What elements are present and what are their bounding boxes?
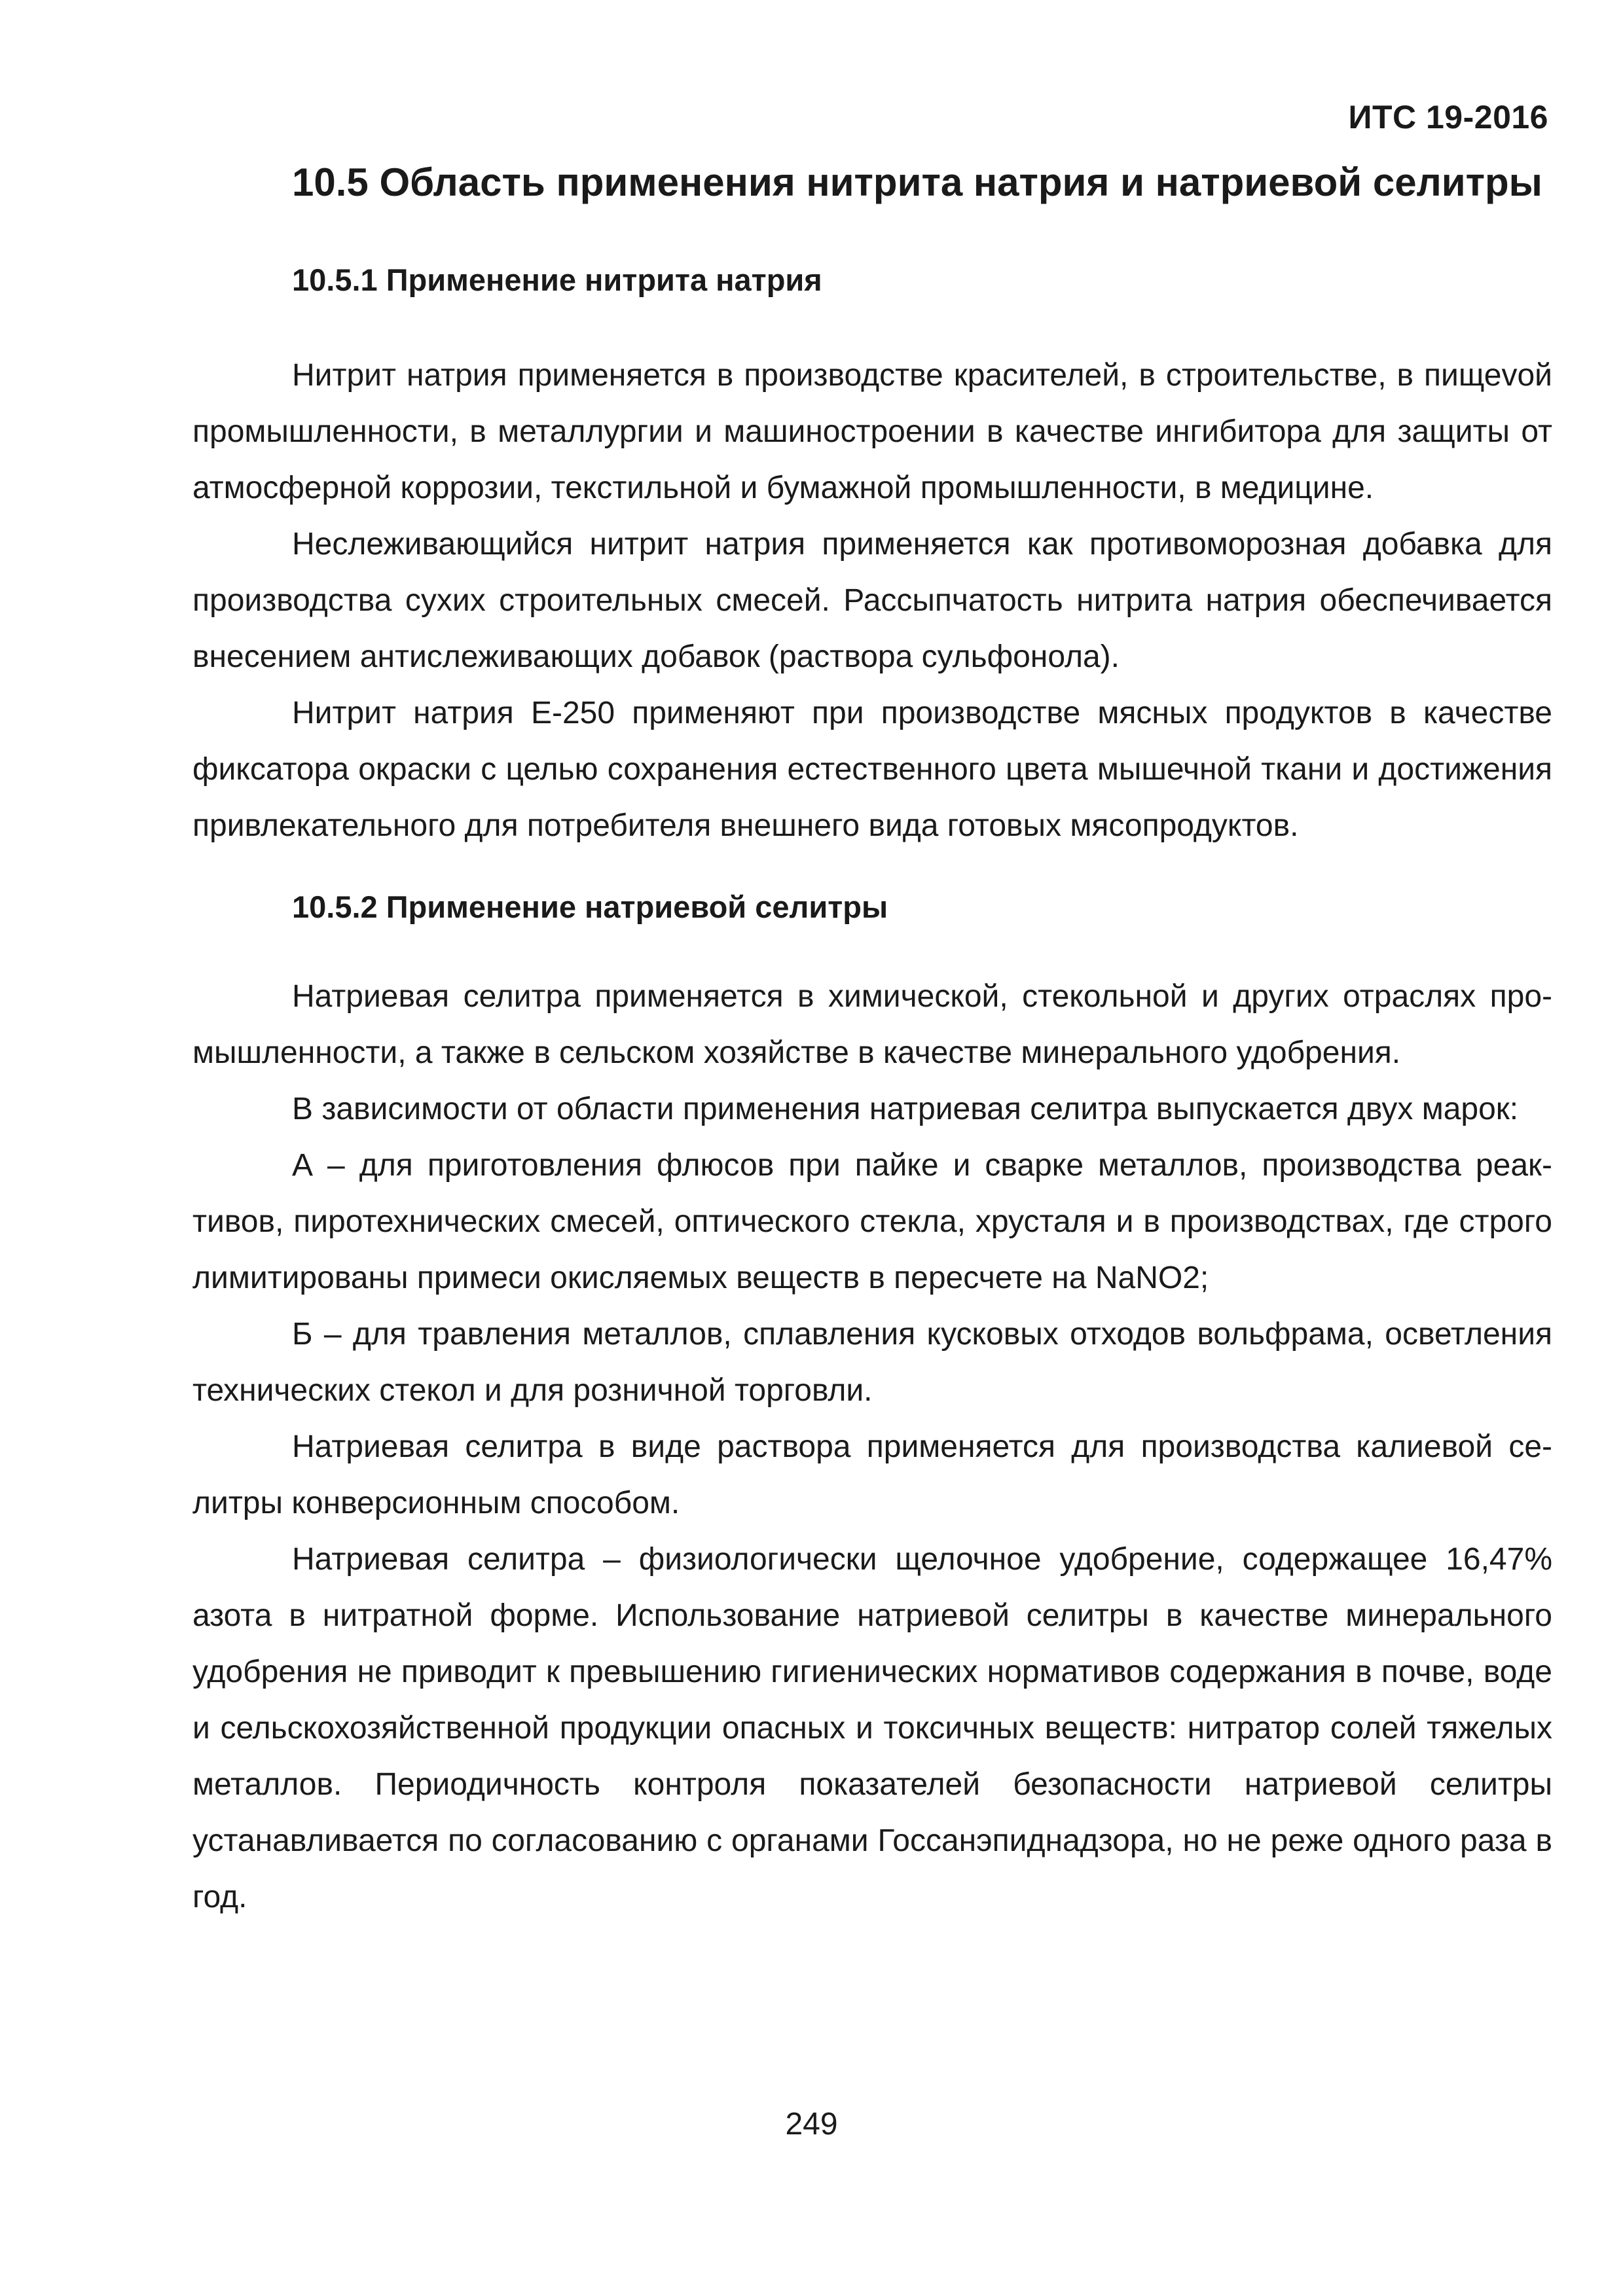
- paragraph: Б – для травления металлов, сплавления кусковых отходов вольфрама, осветления технических стекол и для розничной торговли.: [192, 1317, 1552, 1408]
- subsection-heading-sodium-nitrate: 10.5.2 Применение натриевой селитры: [292, 889, 888, 924]
- subsection-heading-sodium-nitrite: 10.5.1 Применение нитрита натрия: [292, 262, 822, 297]
- paragraph: Неслеживающийся нитрит натрия применяется как противоморозная добавка для производства сухих строительных смесей. Рассыпчатость нитрита натрия обеспечивается внесением антислеживающих добавок (раствора сульфонола).: [192, 527, 1552, 674]
- page-number: 249: [785, 2107, 838, 2142]
- paragraph: Натриевая селитра применяется в химической, стекольной и других отраслях промышленности, а также в сельском хозяйстве в качестве минерального удобрения.: [192, 979, 1552, 1070]
- section-title: 10.5 Область применения нитрита натрия и натриевой селитры: [292, 160, 1542, 204]
- subsection-body-sodium-nitrite: [192, 348, 1552, 854]
- paragraph: Натриевая селитра в виде раствора применяется для производства калиевой селитры конверсионным способом.: [192, 1429, 1552, 1520]
- subsection-body-sodium-nitrate: [192, 969, 1552, 1926]
- paragraph: Нитрит натрия Е-250 применяют при производстве мясных продуктов в качестве фиксатора окраски с целью сохранения естественного цвета мышечной ткани и достижения привлекательного для потребителя внешнего вида готовых мясопродуктов.: [192, 696, 1552, 843]
- paragraph: А – для приготовления флюсов при пайке и сварке металлов, производства реактивов, пиротехнических смесей, оптического стекла, хрусталя и в производствах, где строго лимитированы примеси окисляемых веществ в пересчете на NaNO2;: [192, 1148, 1552, 1295]
- paragraph: Натриевая селитра – физиологически щелочное удобрение, содержащее 16,47% азота в нитратной форме. Использование натриевой селитры в качестве минерального удобрения не приводит к превышению гигиенических нормативов содержания в почве, воде и сельскохозяйственной продукции опасных и токсичных веществ: нитратор солей тяжелых металлов. Периодичность контроля показателей безопасности натриевой селитры устанавливается по согласованию с органами Госсанэпиднадзора, но не реже одного раза в год.: [192, 1542, 1552, 1914]
- paragraph: В зависимости от области применения натриевая селитра выпускается двух марок:: [292, 1092, 1519, 1126]
- paragraph: Нитрит натрия применяется в производстве красителей, в строительстве, в пищеvой промышленности, в металлургии и машиностроении в качестве ингибитора для защиты от атмосферной коррозии, текстильной и бумажной промышленности, в медицине.: [192, 358, 1552, 505]
- document-code: ИТС 19-2016: [1348, 99, 1548, 135]
